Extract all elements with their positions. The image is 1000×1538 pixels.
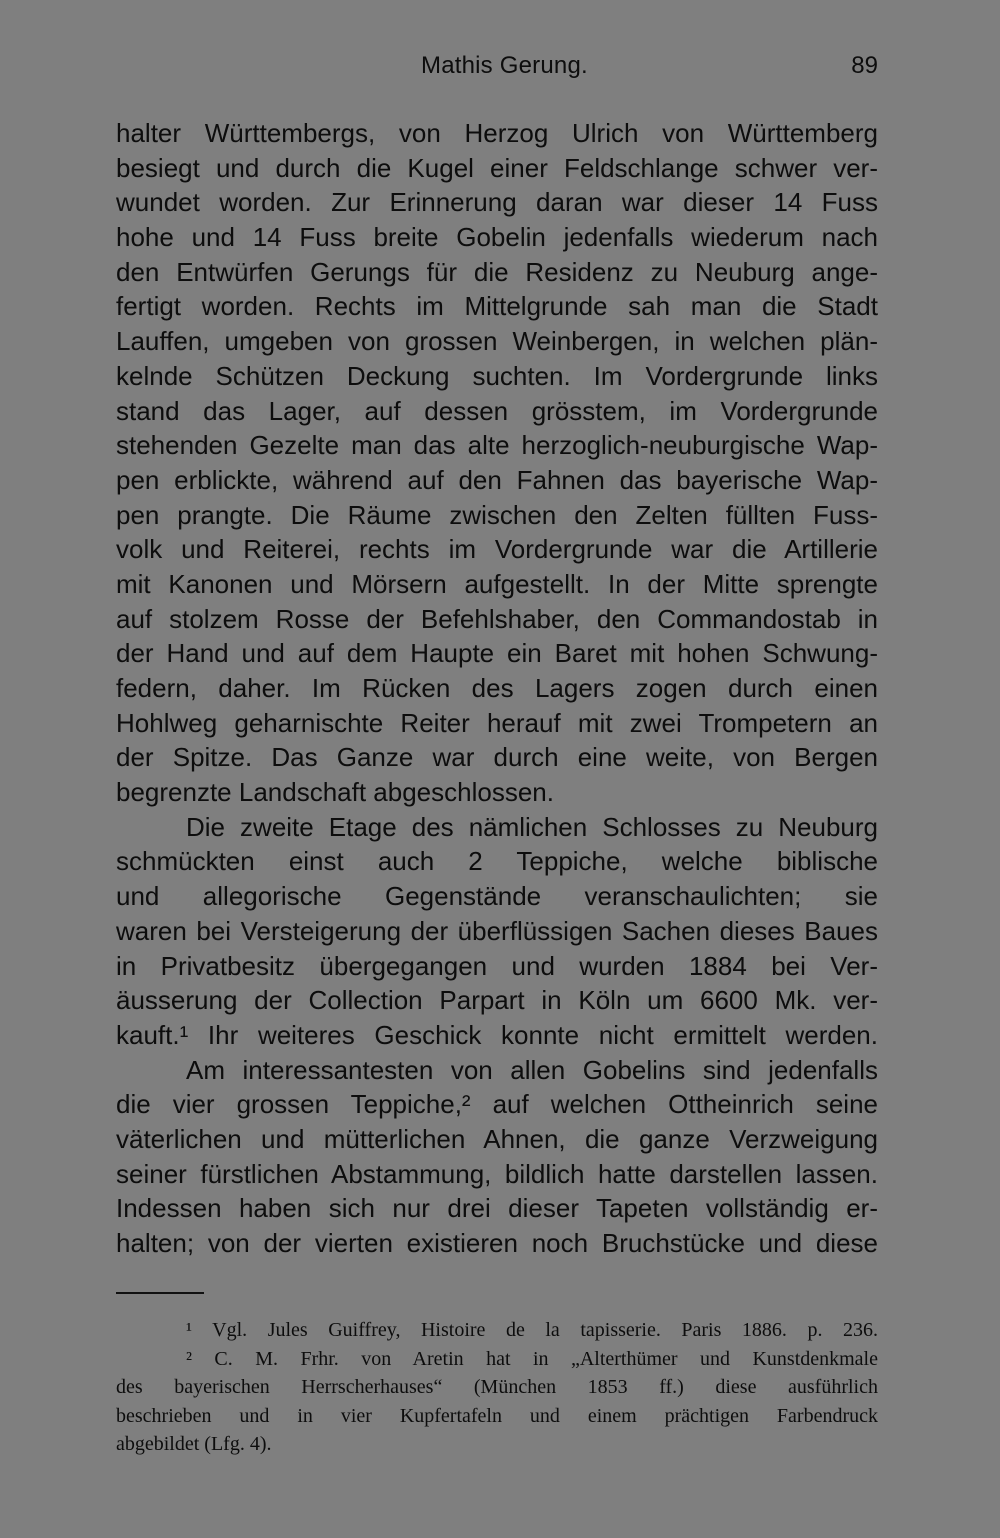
text-line: stand das Lager, auf dessen grösstem, im Vordergrunde — [116, 395, 878, 426]
text-line: pen prangte. Die Räume zwischen den Zelten füllten Fuss- — [116, 499, 878, 530]
footnote-line: ¹ Vgl. Jules Guiffrey, Histoire de la tapisserie. Paris 1886. p. 236. — [186, 1319, 878, 1341]
text-line: stehenden Gezelte man das alte herzoglich-neuburgische Wap- — [116, 430, 878, 461]
text-line: hohe und 14 Fuss breite Gobelin jedenfalls wiederum nach — [116, 222, 878, 253]
text-line: pen erblickte, während auf den Fahnen das bayerische Wap- — [116, 464, 878, 495]
text-line: Die zweite Etage des nämlichen Schlosses zu Neuburg — [186, 811, 878, 842]
text-line: begrenzte Landschaft abgeschlossen. — [116, 777, 554, 808]
text-line: der Hand und auf dem Haupte ein Baret mit hohen Schwung- — [116, 638, 878, 669]
footnote-divider — [116, 1292, 204, 1294]
text-line: volk und Reiterei, rechts im Vordergrunde war die Artillerie — [116, 534, 878, 565]
text-line: kauft.¹ Ihr weiteres Geschick konnte nicht ermittelt werden. — [116, 1019, 878, 1050]
text-line: in Privatbesitz übergegangen und wurden 1884 bei Ver- — [116, 950, 878, 981]
text-line: Am interessantesten von allen Gobelins sind jedenfalls — [186, 1054, 878, 1085]
text-line: besiegt und durch die Kugel einer Feldschlange schwer ver- — [116, 152, 878, 183]
text-line: väterlichen und mütterlichen Ahnen, die ganze Verzweigung — [116, 1123, 878, 1154]
text-line: auf stolzem Rosse der Befehlshaber, den Commandostab in — [116, 603, 878, 634]
page-number: 89 — [851, 52, 878, 79]
text-line: fertigt worden. Rechts im Mittelgrunde sah man die Stadt — [116, 291, 878, 322]
text-line: federn, daher. Im Rücken des Lagers zogen durch einen — [116, 673, 878, 703]
footnote-line: abgebildet (Lfg. 4). — [116, 1433, 272, 1456]
text-line: wundet worden. Zur Erinnerung daran war dieser 14 Fuss — [116, 187, 878, 218]
footnote-line: beschrieben und in vier Kupfertafeln und einem prächtigen Farbendruck — [116, 1404, 878, 1427]
text-line: halter Württembergs, von Herzog Ulrich von Württemberg — [116, 118, 878, 148]
text-line: und allegorische Gegenstände veranschaulichten; sie — [116, 881, 878, 912]
running-title: Mathis Gerung. — [421, 52, 588, 79]
text-line: Lauffen, umgeben von grossen Weinbergen, in welchen plän- — [116, 326, 878, 357]
text-line: seiner fürstlichen Abstammung, bildlich hatte darstellen lassen. — [116, 1158, 878, 1189]
body-text — [116, 116, 878, 1261]
text-line: mit Kanonen und Mörsern aufgestellt. In der Mitte sprengte — [116, 568, 878, 599]
running-head — [116, 52, 878, 92]
footnote-line: des bayerischen Herrscherhauses“ (München 1853 ff.) diese ausführlich — [116, 1376, 878, 1399]
text-line: äusserung der Collection Parpart in Köln um 6600 Mk. ver- — [116, 985, 878, 1016]
footnote-line: ² C. M. Frhr. von Aretin hat in „Alterthümer und Kunstdenkmale — [186, 1347, 878, 1370]
text-line: halten; von der vierten existieren noch Bruchstücke und diese — [116, 1228, 878, 1258]
text-line: schmückten einst auch 2 Teppiche, welche biblische — [116, 846, 878, 877]
footnotes — [116, 1316, 878, 1459]
text-line: waren bei Versteigerung der überflüssigen Sachen dieses Baues — [116, 915, 878, 946]
text-line: kelnde Schützen Deckung suchten. Im Vordergrunde links — [116, 360, 878, 391]
text-line: Indessen haben sich nur drei dieser Tapeten vollständig er- — [116, 1193, 878, 1224]
text-line: den Entwürfen Gerungs für die Residenz zu Neuburg ange- — [116, 256, 878, 287]
text-line: der Spitze. Das Ganze war durch eine weite, von Bergen — [116, 742, 878, 773]
text-line: Hohlweg geharnischte Reiter herauf mit zwei Trompetern an — [116, 707, 878, 738]
text-line: die vier grossen Teppiche,² auf welchen Ottheinrich seine — [116, 1089, 878, 1120]
